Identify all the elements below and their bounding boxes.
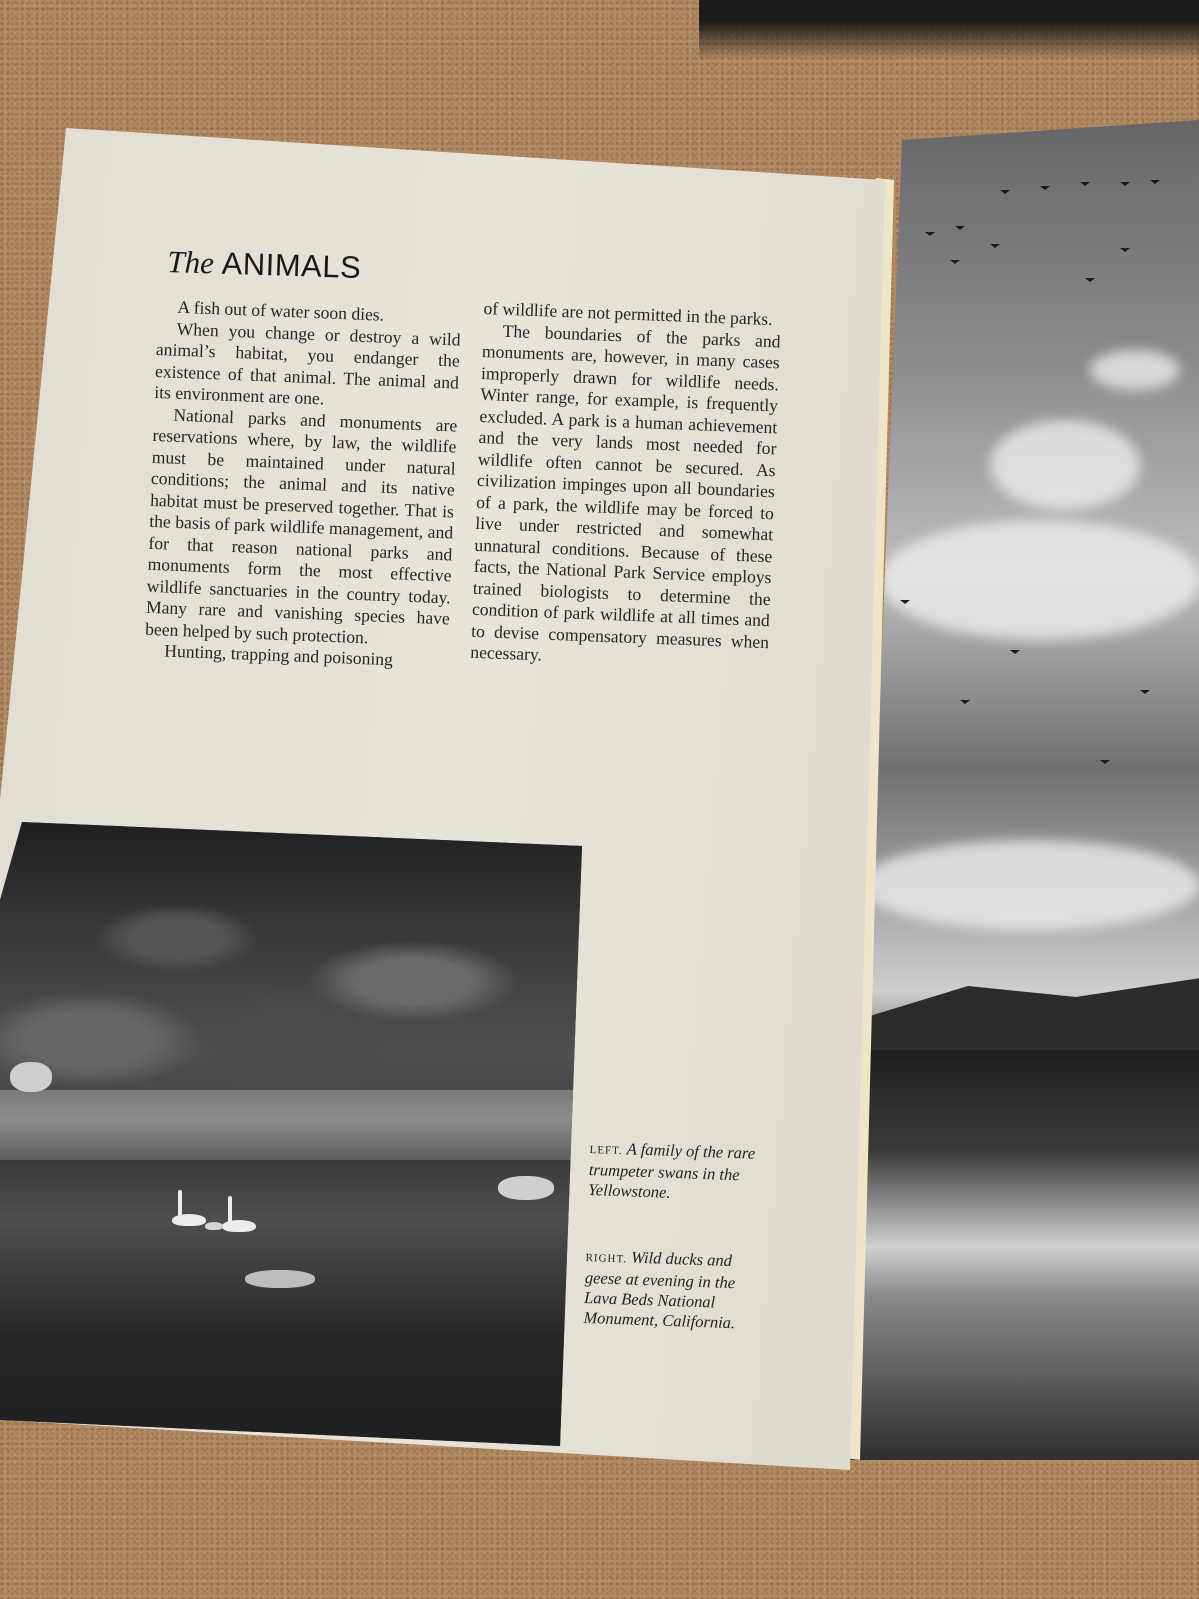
cloud: [990, 420, 1140, 510]
bird: [1140, 690, 1150, 694]
heading-title: ANIMALS: [221, 245, 362, 286]
bird: [1040, 186, 1050, 190]
bird: [950, 260, 960, 264]
rocky-shore: [0, 1090, 590, 1160]
bird: [1150, 180, 1160, 184]
forest-hillside: [0, 822, 590, 1112]
caption-text: Wild ducks and geese at evening in the Lava Beds National Monument, California.: [583, 1247, 736, 1333]
caption-right: [583, 1246, 754, 1334]
bird: [1080, 182, 1090, 186]
cloud: [880, 520, 1199, 640]
bird: [1120, 182, 1130, 186]
lake-reflection: [850, 1050, 1199, 1460]
cloud: [1090, 350, 1180, 390]
heading-prefix: The: [166, 244, 215, 281]
lake-water: [0, 1160, 590, 1460]
cygnet: [205, 1222, 223, 1230]
rock-reflection: [245, 1270, 315, 1288]
paragraph: National parks and monuments are reservations where, by law, the wildlife must be maintained under natural conditions; the animal and its native habitat must be preserved together. That is the basis of park wildlife management, and for that reason national parks and monuments form the most effective wildlife sanctuaries in the country today. Many rare and vanishing species have been helped by such protection.: [144, 404, 458, 647]
bird: [900, 600, 910, 604]
rock: [10, 1062, 52, 1092]
bird: [1010, 650, 1020, 654]
text-column-left: [144, 296, 462, 673]
caption-tag: LEFT.: [589, 1143, 623, 1158]
cloud: [860, 840, 1199, 930]
background-shadow: [699, 0, 1199, 60]
caption-left: [588, 1138, 765, 1206]
bird: [1120, 248, 1130, 252]
paragraph: A fish out of water soon dies.: [177, 296, 385, 325]
page-heading: [167, 244, 362, 286]
paragraph: Hunting, trapping and poisoning: [164, 640, 394, 670]
text-column-right: [470, 298, 782, 675]
caption-tag: RIGHT.: [585, 1251, 628, 1266]
bird: [1085, 278, 1095, 282]
bird: [955, 226, 965, 230]
bird: [990, 244, 1000, 248]
caption-text: A family of the rare trumpeter swans in the Yellowstone.: [587, 1139, 756, 1202]
swan: [172, 1214, 206, 1226]
rock: [498, 1176, 554, 1200]
paragraph: When you change or destroy a wild animal’s habitat, you endanger the existence of that animal. The animal and its environment are one.: [153, 318, 461, 409]
bird: [1000, 190, 1010, 194]
paragraph: of wildlife are not permitted in the parks.: [483, 298, 774, 330]
bird: [925, 232, 935, 236]
paragraph: The boundaries of the parks and monuments are, however, in many cases improperly drawn for wildlife needs. Winter range, for example, is frequently excluded. A park is a human achievement and the very lands most needed for wildlife often cannot be secured. As civilization impinges upon all boundaries of a park, the wildlife may be forced to live under restricted and somewhat unnatural conditions. Because of these facts, the National Park Service employs trained biologists to determine the condition of park wildlife at all times and to devise compensatory measures when necessary.: [470, 320, 781, 665]
swan: [222, 1220, 256, 1232]
bird: [960, 700, 970, 704]
bird: [1100, 760, 1110, 764]
